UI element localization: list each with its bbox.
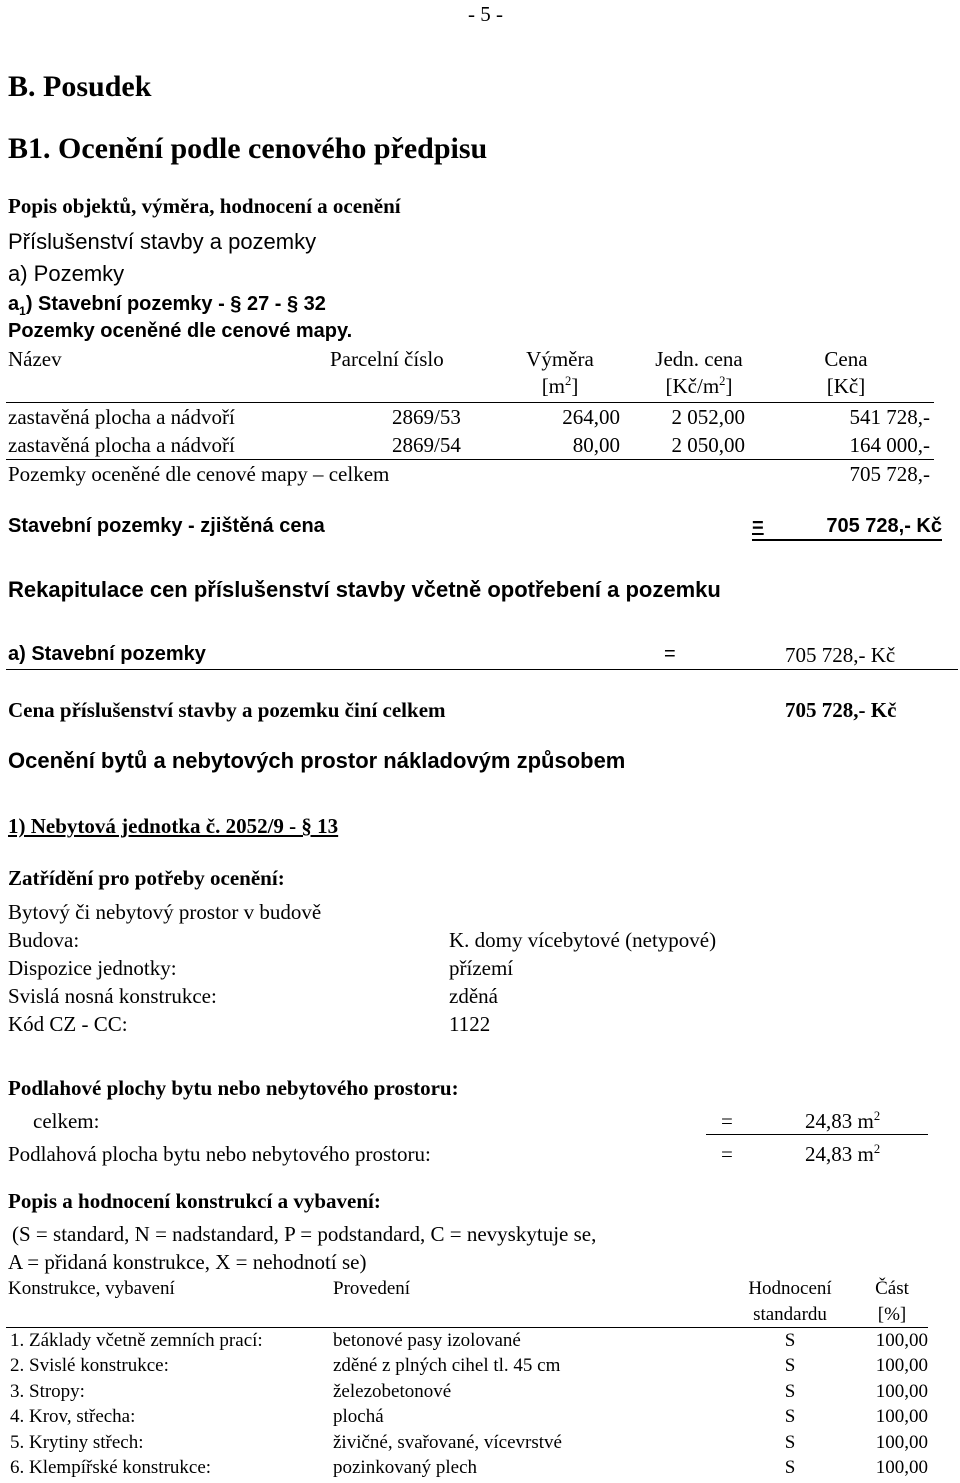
row-construction: 1. Základy včetně zemních prací: <box>10 1330 263 1351</box>
row-construction: 3. Stropy: <box>10 1381 85 1402</box>
recap-line-eq: = <box>664 643 676 665</box>
classification-label: Dispozice jednotky: <box>8 956 177 980</box>
classification-label: Kód CZ - CC: <box>8 1012 128 1036</box>
found-price-underline <box>752 539 942 541</box>
recap-total-label: Cena příslušenství stavby a pozemku činí celkem <box>8 698 446 722</box>
row-construction: 4. Krov, střecha: <box>10 1406 136 1427</box>
row-unit-price: 2 050,00 <box>671 433 745 457</box>
recap-line-label: a) Stavební pozemky <box>8 643 206 665</box>
header-area-unit: $[m^2]$ <box>541 374 579 398</box>
row-share: 100,00 <box>875 1330 928 1351</box>
classification-value: K. domy vícebytové (netypové) <box>449 928 717 952</box>
building-land-heading: $a_1$) Stavební pozemky - § 27 - § 32 <box>8 293 326 318</box>
header-parcel: Parcelní číslo <box>330 347 444 371</box>
floor-area-label: Podlahová plocha bytu nebo nebytového prostoru: <box>8 1142 431 1166</box>
row-execution: betonové pasy izolované <box>333 1330 521 1351</box>
row-share: 100,00 <box>875 1457 928 1478</box>
row-share: 100,00 <box>875 1406 928 1427</box>
land-heading: a) Pozemky <box>8 261 125 286</box>
found-price-label: Stavební pozemky - zjištěná cena <box>8 515 325 537</box>
row-area: 80,00 <box>572 433 620 457</box>
row-construction: 6. Klempířské konstrukce: <box>10 1457 212 1478</box>
row-unit-price: 2 052,00 <box>671 405 745 429</box>
constructions-heading: Popis a hodnocení konstrukcí a vybavení: <box>8 1189 381 1213</box>
row-rating: S <box>784 1381 796 1402</box>
unit-title: 1) Nebytová jednotka č. 2052/9 - § 13 <box>8 814 339 838</box>
recap-line-rule <box>6 669 958 670</box>
header-unit-price-unit: $[Kč/m^2]$ <box>665 374 733 398</box>
floor-area-rule <box>706 1134 928 1135</box>
row-share: 100,00 <box>875 1432 928 1453</box>
table-total-value: 705 728,- <box>849 462 930 486</box>
row-execution: živičné, svařované, vícevrstvé <box>333 1432 562 1453</box>
section-title: B. Posudek <box>8 70 152 103</box>
classification-value: přízemí <box>449 956 514 980</box>
row-name: zastavěná plocha a nádvoří <box>8 433 235 457</box>
row-execution: plochá <box>333 1406 384 1427</box>
floor-area-heading: Podlahové plochy bytu nebo nebytového prostoru: <box>8 1076 459 1100</box>
row-share: 100,00 <box>875 1355 928 1376</box>
row-construction: 5. Krytiny střech: <box>10 1432 144 1453</box>
header-construction: Konstrukce, vybavení <box>8 1278 175 1299</box>
header-execution: Provedení <box>333 1278 411 1299</box>
header-unit-price: Jedn. cena <box>655 347 743 371</box>
row-price: 164 000,- <box>849 433 930 457</box>
row-execution: zděné z plných cihel tl. 45 cm <box>333 1355 561 1376</box>
recap-heading: Rekapitulace cen příslušenství stavby včetně opotřebení a pozemku <box>8 577 721 602</box>
recap-total-value: 705 728,- Kč <box>785 698 897 722</box>
table-header-rule <box>6 402 934 403</box>
row-rating: S <box>784 1457 796 1478</box>
floor-area-value: 24,83 $m^2$ <box>805 1142 881 1166</box>
row-rating: S <box>784 1355 796 1376</box>
page-number: - 5 - <box>468 2 503 26</box>
header-price-unit: [Kč] <box>826 374 866 398</box>
row-rating: S <box>784 1432 796 1453</box>
row-name: zastavěná plocha a nádvoří <box>8 405 235 429</box>
header-share-line2: [%] <box>877 1304 907 1325</box>
description-heading: Popis objektů, výměra, hodnocení a ocenění <box>8 194 401 218</box>
units-heading: Ocenění bytů a nebytových prostor nákladovým způsobem <box>8 748 626 773</box>
classification-heading: Zatřídění pro potřeby ocenění: <box>8 866 285 890</box>
classification-label: Budova: <box>8 928 80 952</box>
header-share: Část <box>875 1278 909 1299</box>
row-share: 100,00 <box>875 1381 928 1402</box>
classification-intro: Bytový či nebytový prostor v budově <box>8 900 322 924</box>
header-rating: Hodnocení <box>748 1278 832 1299</box>
header-area: Výměra <box>526 347 594 371</box>
found-price-eq: = <box>752 515 764 537</box>
floor-area-eq: = <box>721 1142 733 1166</box>
row-rating: S <box>784 1406 796 1427</box>
row-parcel: 2869/53 <box>392 405 461 429</box>
row-rating: S <box>784 1330 796 1351</box>
found-price-value: 705 728,- Kč <box>826 515 942 537</box>
classification-value: zděná <box>449 984 498 1008</box>
floor-area-total-label: celkem: <box>33 1109 100 1133</box>
header-name: Název <box>8 347 62 371</box>
floor-area-total-value: 24,83 $m^2$ <box>805 1109 881 1133</box>
classification-label: Svislá nosná konstrukce: <box>8 984 217 1008</box>
table-total-label: Pozemky oceněné dle cenové mapy – celkem <box>8 462 390 486</box>
row-execution: železobetonové <box>333 1381 452 1402</box>
row-parcel: 2869/54 <box>392 433 461 457</box>
floor-area-total-eq: = <box>721 1109 733 1133</box>
header-price: Cena <box>824 347 868 371</box>
row-execution: pozinkovaný plech <box>333 1457 478 1478</box>
accessories-heading: Příslušenství stavby a pozemky <box>8 229 317 254</box>
row-area: 264,00 <box>562 405 620 429</box>
row-price: 541 728,- <box>849 405 930 429</box>
classification-value: 1122 <box>449 1012 491 1036</box>
row-construction: 2. Svislé konstrukce: <box>10 1355 169 1376</box>
constructions-legend-line2: A = přidaná konstrukce, X = nehodnotí se) <box>8 1250 367 1274</box>
table-total-rule <box>6 459 934 460</box>
priced-by-map-heading: Pozemky oceněné dle cenové mapy. <box>8 320 353 342</box>
subsection-title: B1. Ocenění podle cenového předpisu <box>8 132 488 165</box>
constructions-legend-line1: (S = standard, N = nadstandard, P = podstandard, C = nevyskytuje se, <box>12 1222 597 1246</box>
recap-line-value: 705 728,- Kč <box>785 643 896 667</box>
header-rating-line2: standardu <box>753 1304 827 1325</box>
constructions-header-rule <box>6 1327 928 1328</box>
